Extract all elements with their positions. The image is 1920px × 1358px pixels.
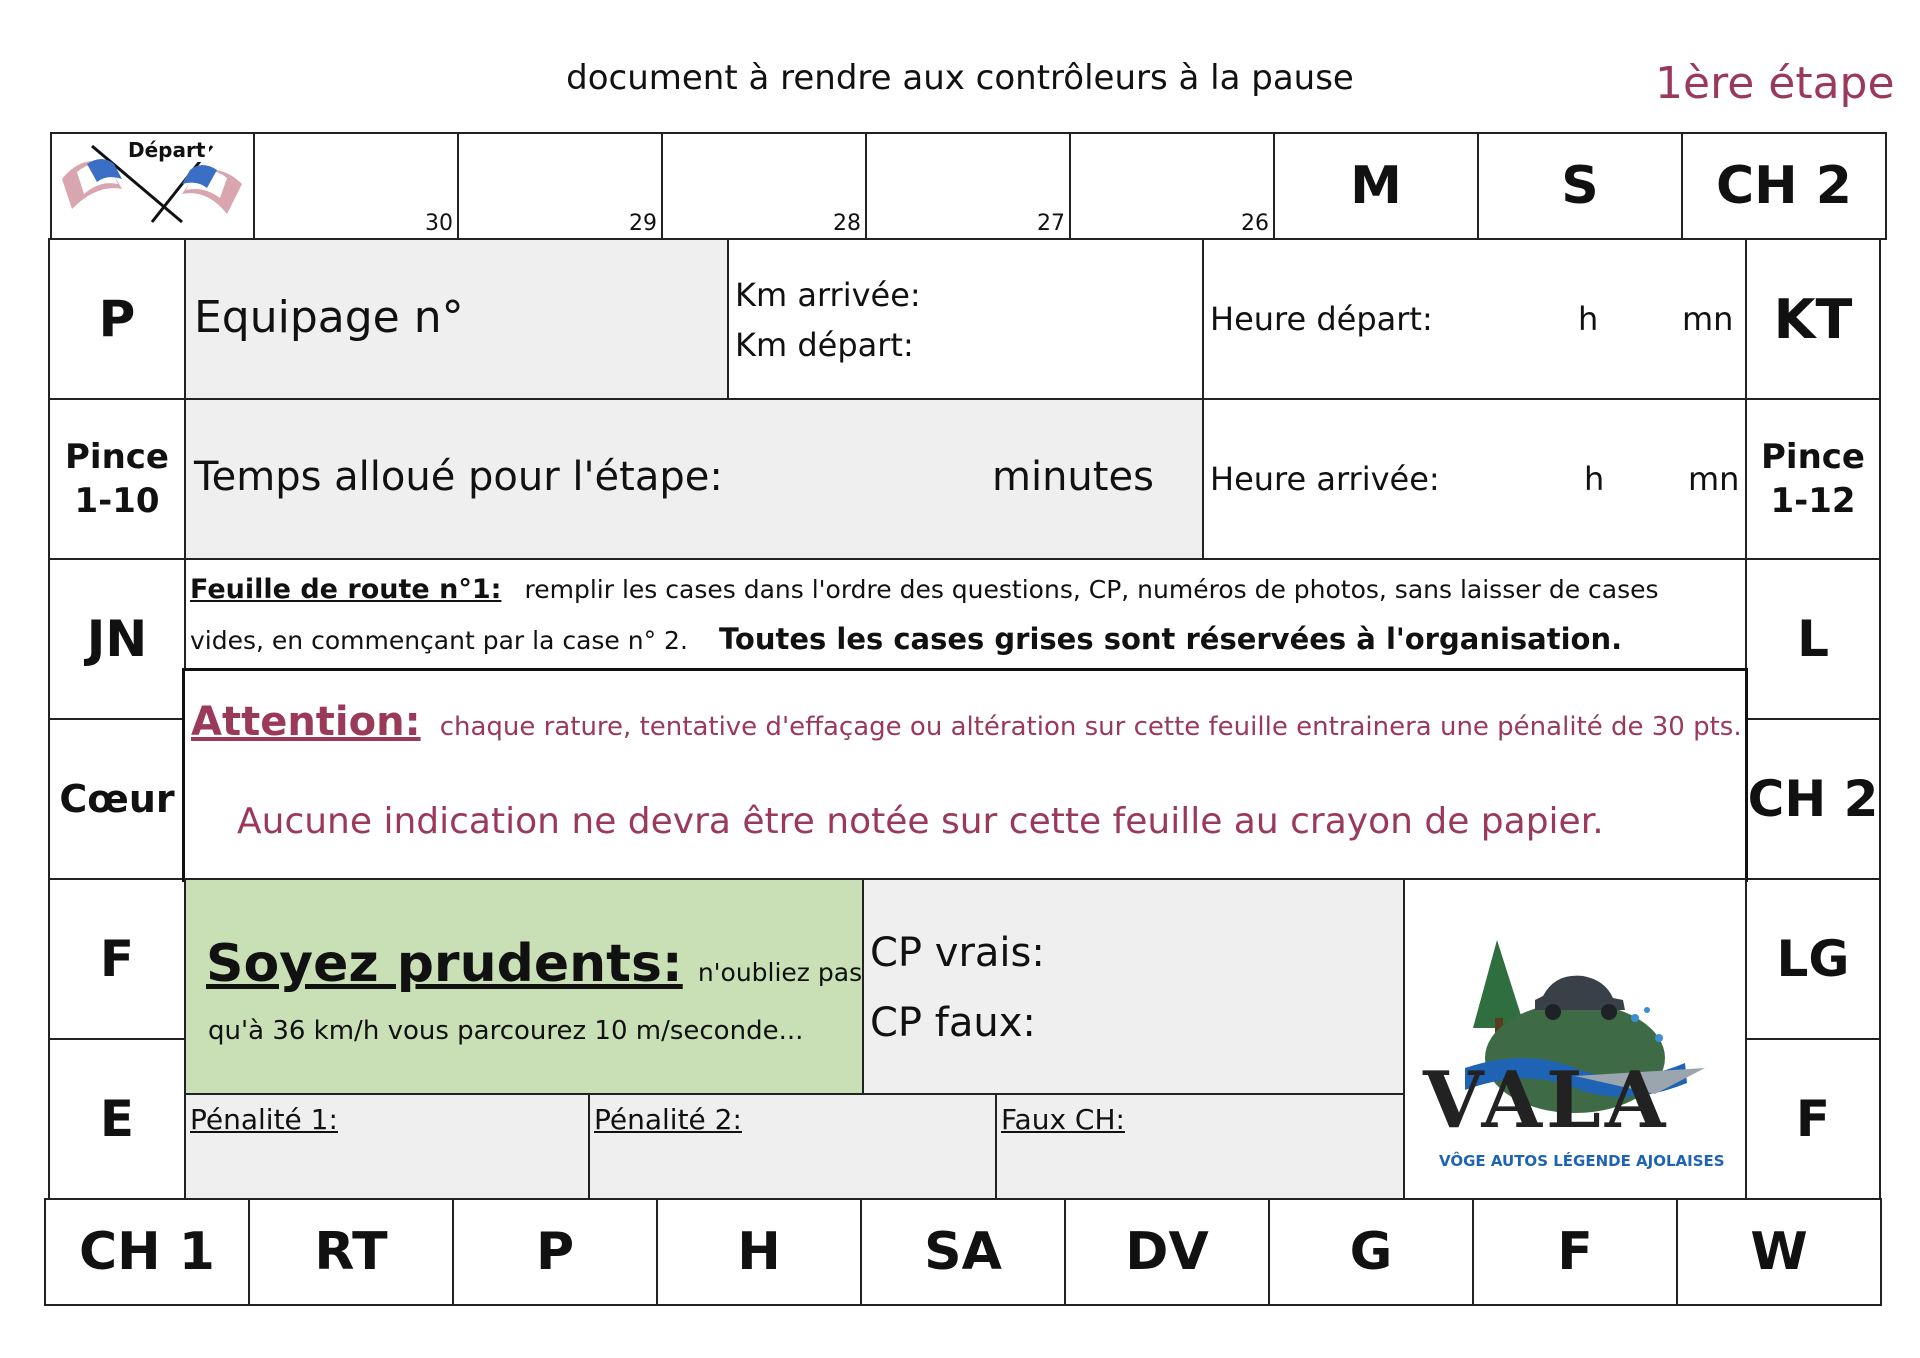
number-label: 29 — [629, 211, 657, 236]
penalite-2-cell[interactable] — [588, 1093, 997, 1200]
top-cell-m: M — [1273, 132, 1479, 240]
vala-logo-subtitle: VÔGE AUTOS LÉGENDE AJOLAISES — [1439, 1152, 1725, 1170]
km-cell[interactable] — [727, 238, 1204, 400]
feuille-text-1: remplir les cases dans l'ordre des questions, CP, numéros de photos, sans laisser de cases — [524, 575, 1659, 604]
right-cell-pince-1-12 — [1745, 398, 1881, 560]
number-label: 26 — [1241, 211, 1269, 236]
right-cell-lg: LG — [1745, 878, 1881, 1040]
hour-unit-label: h — [1578, 300, 1599, 338]
prudent-title: Soyez prudents: — [206, 934, 683, 994]
bottom-cell-sa: SA — [860, 1198, 1066, 1306]
temps-label: Temps alloué pour l'étape: — [194, 454, 723, 500]
number-cell-30 — [253, 132, 459, 240]
cp-vrais-label: CP vrais: — [870, 930, 1045, 976]
left-cell-pince-1-10 — [48, 398, 186, 560]
heure-depart-cell[interactable] — [1202, 238, 1747, 400]
left-cell-p: P — [48, 238, 186, 400]
attention-text: chaque rature, tentative d'effaçage ou altération sur cette feuille entrainera une pénalité de 30 pts. — [439, 712, 1742, 742]
number-label: 28 — [833, 211, 861, 236]
temps-cell[interactable] — [184, 398, 1204, 560]
left-cell-e: E — [48, 1038, 186, 1200]
heure-arrivee-cell[interactable] — [1202, 398, 1747, 560]
bottom-cell-g: G — [1268, 1198, 1474, 1306]
stage-label: 1ère étape — [1655, 58, 1895, 109]
minute-unit-label: mn — [1688, 460, 1740, 498]
km-depart-label: Km départ: — [735, 326, 914, 364]
bottom-cell-f: F — [1472, 1198, 1678, 1306]
pince-range: 1-12 — [1770, 481, 1856, 521]
number-label: 30 — [425, 211, 453, 236]
feuille-text-3: Toutes les cases grises sont réservées à l'organisation. — [719, 622, 1623, 656]
prudent-cell — [184, 878, 864, 1095]
pince-range: 1-10 — [74, 481, 160, 521]
prudent-text-1: n'oubliez pas — [697, 958, 863, 987]
pince-label: Pince — [65, 436, 169, 477]
bottom-cell-h: H — [656, 1198, 862, 1306]
right-cell-ch2: CH 2 — [1745, 718, 1881, 880]
bottom-cell-p: P — [452, 1198, 658, 1306]
right-cell-f: F — [1745, 1038, 1881, 1200]
heure-depart-label: Heure départ: — [1210, 300, 1433, 338]
faux-ch-cell[interactable] — [995, 1093, 1405, 1200]
penalite-1-cell[interactable] — [184, 1093, 590, 1200]
bottom-cell-ch1: CH 1 — [44, 1198, 250, 1306]
right-cell-l: L — [1745, 558, 1881, 720]
cp-faux-label: CP faux: — [870, 1000, 1036, 1046]
logo-cell — [1403, 878, 1747, 1200]
km-arrivee-label: Km arrivée: — [735, 276, 921, 314]
attention-box — [182, 668, 1748, 882]
number-cell-29 — [457, 132, 663, 240]
feuille-text-2: vides, en commençant par la case n° 2. — [190, 626, 688, 655]
attention-warning: Aucune indication ne devra être notée sur cette feuille au crayon de papier. — [237, 801, 1604, 842]
pince-label: Pince — [1761, 436, 1865, 477]
number-cell-28 — [661, 132, 867, 240]
page-title: document à rendre aux contrôleurs à la pause — [566, 58, 1354, 98]
faux-ch-label: Faux CH: — [1001, 1103, 1125, 1136]
attention-title: Attention: — [191, 699, 421, 745]
feuille-title: Feuille de route n°1: — [190, 574, 502, 605]
minutes-label: minutes — [992, 454, 1154, 500]
feuille-line-2 — [190, 622, 1622, 656]
bottom-cell-rt: RT — [248, 1198, 454, 1306]
number-cell-26 — [1069, 132, 1275, 240]
penalite-1-label: Pénalité 1: — [190, 1103, 338, 1136]
depart-label: Départ — [124, 138, 209, 162]
left-cell-f: F — [48, 878, 186, 1040]
right-cell-kt: KT — [1745, 238, 1881, 400]
feuille-line-1 — [190, 574, 1659, 605]
cp-cell[interactable] — [862, 878, 1405, 1095]
minute-unit-label: mn — [1682, 300, 1734, 338]
bottom-cell-w: W — [1676, 1198, 1882, 1306]
attention-line — [191, 699, 1742, 745]
top-cell-s: S — [1477, 132, 1683, 240]
prudent-text-2: qu'à 36 km/h vous parcourez 10 m/seconde... — [208, 1016, 804, 1046]
number-label: 27 — [1037, 211, 1065, 236]
left-cell-jn: JN — [48, 558, 186, 720]
prudent-line-1 — [206, 934, 862, 994]
penalite-2-label: Pénalité 2: — [594, 1103, 742, 1136]
bottom-cell-dv: DV — [1064, 1198, 1270, 1306]
equipage-cell[interactable] — [184, 238, 729, 400]
equipage-label: Equipage n° — [194, 292, 464, 343]
hour-unit-label: h — [1584, 460, 1605, 498]
left-cell-coeur: Cœur — [48, 718, 186, 880]
vala-logo-text: VALA — [1423, 1055, 1670, 1146]
number-cell-27 — [865, 132, 1071, 240]
feuille-cell — [184, 558, 1747, 670]
heure-arrivee-label: Heure arrivée: — [1210, 460, 1440, 498]
depart-cell — [50, 132, 255, 240]
top-cell-ch2: CH 2 — [1681, 132, 1887, 240]
